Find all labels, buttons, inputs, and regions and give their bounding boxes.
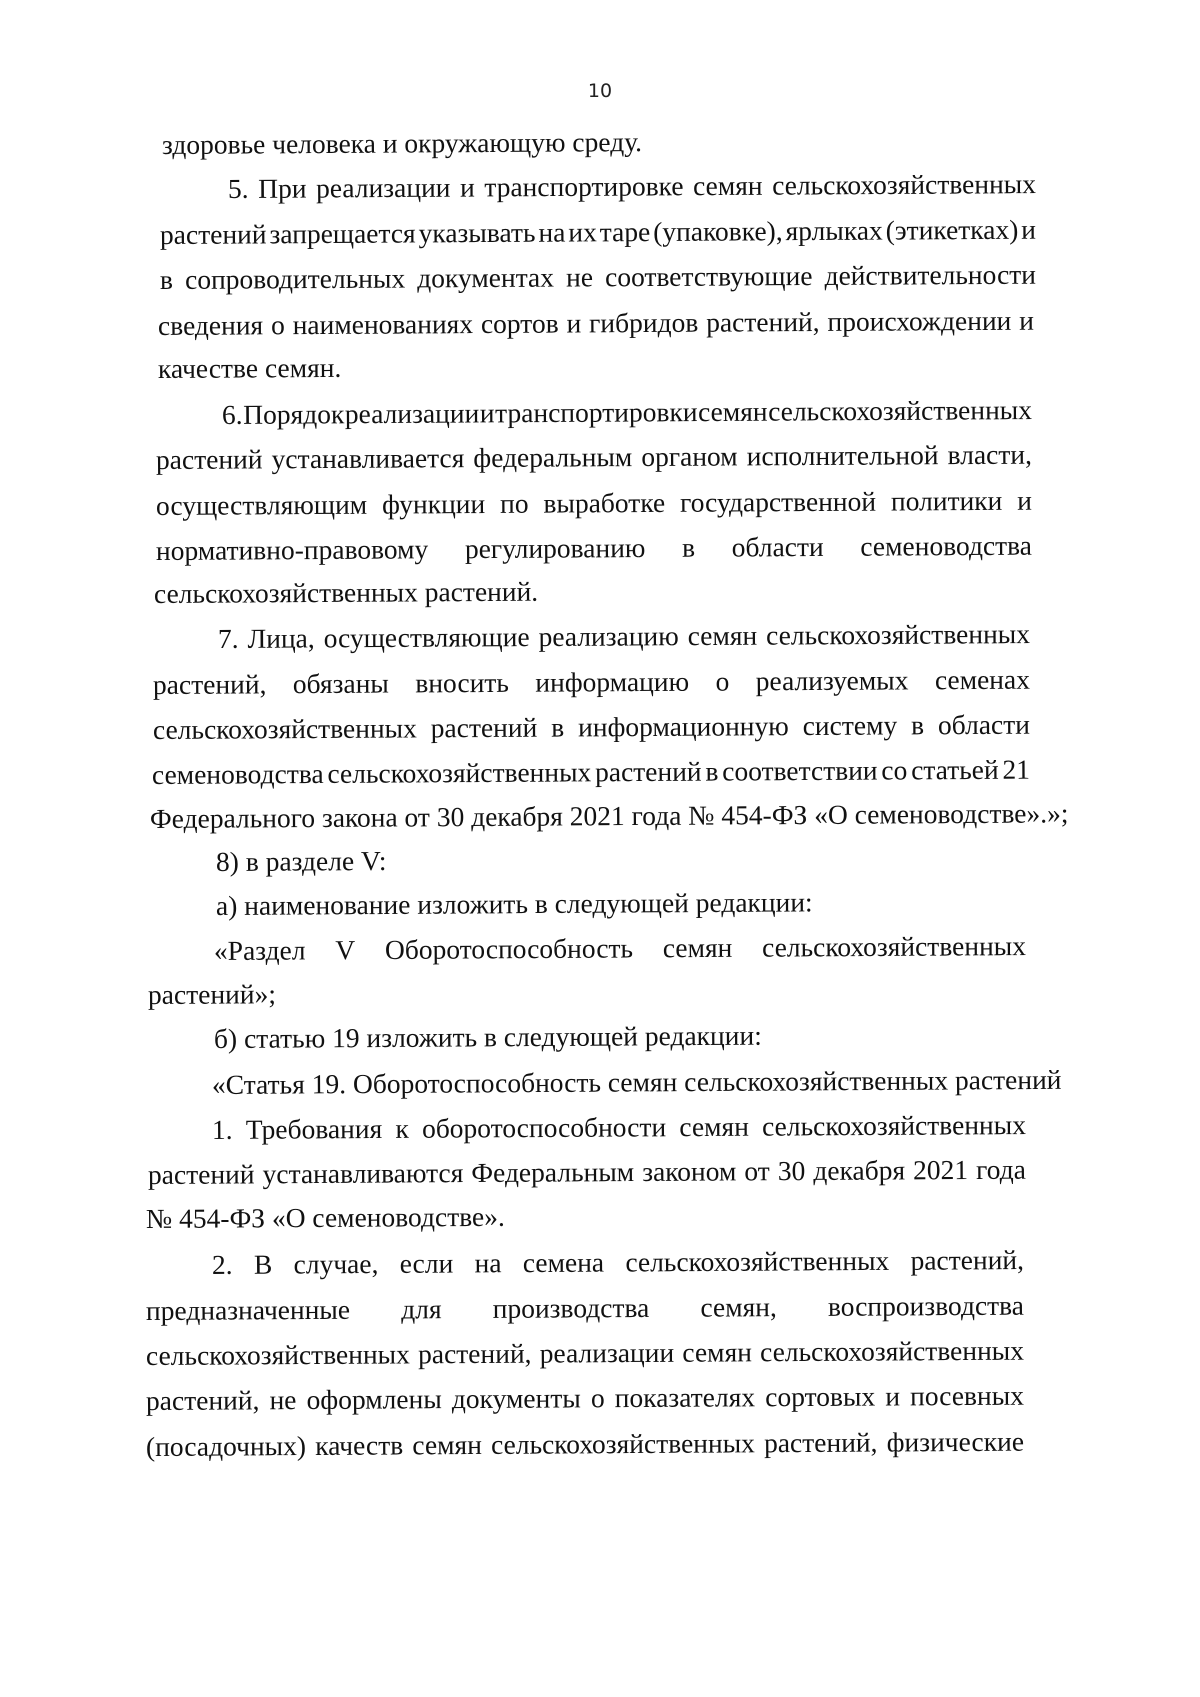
word: федеральным	[473, 441, 633, 474]
word: Федеральным	[471, 1156, 635, 1189]
word: «Раздел	[213, 934, 306, 966]
word: на	[538, 216, 566, 248]
word: В	[253, 1248, 273, 1280]
word: осуществляющие	[323, 621, 530, 654]
word: (упаковке),	[653, 215, 783, 247]
text-line	[222, 393, 1032, 432]
word: Требования	[245, 1112, 383, 1145]
word: статьей	[911, 753, 999, 786]
word: исполнительной	[746, 439, 939, 472]
word: не	[565, 261, 594, 293]
word: растений	[430, 711, 538, 744]
word: семян	[679, 1110, 749, 1143]
word: в	[159, 263, 174, 295]
word: семян	[412, 1428, 482, 1461]
word: семеноводства	[860, 529, 1033, 562]
word: (посадочных)	[145, 1430, 307, 1462]
text-line	[153, 663, 1030, 702]
word: семян	[687, 619, 758, 652]
word: семян,	[700, 1291, 777, 1323]
text-line	[160, 258, 1036, 297]
text-line: б) статью 19 изложить в следующей редакции:	[213, 1019, 762, 1054]
word: семян	[692, 169, 763, 202]
word: сельскохозяйственных	[760, 1334, 1025, 1368]
word: функции	[381, 487, 486, 520]
word: оформлены	[306, 1383, 442, 1416]
word: указывать	[418, 216, 536, 249]
text-line: а) наименование изложить в следующей редакции:	[215, 886, 813, 921]
word: растений,	[910, 1244, 1025, 1276]
word: и	[1017, 484, 1033, 516]
word: воспроизводства	[827, 1289, 1025, 1322]
word: 21	[1002, 753, 1031, 785]
word: семян	[662, 931, 733, 964]
word: При	[258, 172, 307, 204]
word: устанавливается	[271, 442, 465, 475]
word: сельскохозяйственных	[766, 618, 1031, 651]
text-line: 8) в разделе V:	[215, 844, 387, 877]
text-line: сельскохозяйственных растений.	[153, 575, 539, 609]
word: законом	[642, 1155, 737, 1187]
word: растений,	[706, 305, 820, 338]
word: если	[399, 1247, 454, 1279]
word: 2021	[912, 1153, 969, 1186]
page-number: 10	[587, 80, 613, 102]
word: информацию	[535, 665, 690, 698]
text-line	[148, 1153, 1026, 1192]
text-line	[146, 1334, 1024, 1373]
text-line: качестве семян.	[157, 351, 342, 384]
word: оборотоспособности	[421, 1111, 667, 1144]
word: качеств	[315, 1429, 404, 1461]
word: в	[681, 531, 696, 563]
text-line: № 454-ФЗ «О семеноводстве».	[145, 1200, 505, 1234]
word: 2.	[211, 1248, 233, 1280]
word: производства	[492, 1291, 650, 1324]
word: о	[270, 309, 285, 341]
word: сельскохозяйственных	[625, 1244, 890, 1278]
word: реализуемых	[755, 664, 909, 697]
word: и	[1021, 213, 1037, 245]
word: власти,	[947, 438, 1033, 471]
word: сельскохозяйственных	[762, 930, 1027, 963]
word: растений	[147, 1158, 255, 1190]
word: документах	[417, 261, 555, 294]
word: области	[937, 708, 1031, 741]
word: сельскохозяйственных	[327, 756, 592, 789]
word: нормативно-правовому	[155, 533, 429, 566]
word: посевных	[909, 1379, 1025, 1412]
word: сопроводительных	[184, 262, 406, 295]
text-line	[212, 1243, 1024, 1282]
text-line: здоровье человека и окружающую среду.	[161, 126, 643, 160]
word: реализации	[315, 171, 451, 204]
word: со	[881, 754, 908, 786]
word: в	[910, 709, 925, 741]
word: их	[568, 216, 597, 248]
text-line	[153, 708, 1030, 747]
word: V	[335, 934, 356, 966]
word: устанавливаются	[262, 1157, 464, 1190]
word: семян	[697, 395, 768, 428]
word: и	[479, 397, 495, 429]
word: сортов	[480, 307, 559, 340]
word: декабря	[813, 1154, 906, 1186]
word: Оборотоспособность	[384, 932, 634, 965]
word: гибридов	[589, 306, 699, 339]
word: сельскохозяйственных	[761, 1109, 1027, 1142]
word: государственной	[679, 485, 877, 518]
word: от	[744, 1155, 770, 1187]
word: семеноводства	[151, 757, 324, 790]
word: 6.	[221, 398, 243, 430]
word: реализации	[344, 397, 480, 430]
word: и	[885, 1380, 901, 1412]
word: информационную	[578, 710, 789, 743]
word: для	[401, 1293, 442, 1325]
word: о	[715, 665, 730, 697]
word: систему	[802, 709, 898, 742]
word: по	[499, 487, 529, 519]
word: выработке	[543, 486, 666, 519]
word: органом	[641, 440, 738, 473]
word: физические	[886, 1425, 1025, 1458]
word: наименованиях	[292, 308, 474, 341]
word: растений,	[152, 668, 267, 700]
word: реализацию	[538, 620, 679, 653]
word: 30	[777, 1154, 806, 1187]
word: ярлыках	[785, 214, 883, 247]
word: к	[395, 1112, 409, 1144]
word: запрещается	[269, 217, 416, 250]
word: области	[731, 530, 824, 563]
word: действительности	[824, 258, 1037, 291]
text-line	[156, 438, 1032, 477]
word: о	[590, 1382, 605, 1414]
text-line: «Статья 19. Оборотоспособность семян сельскохозяйственных растений	[211, 1063, 1062, 1100]
word: (этикетках)	[885, 213, 1019, 246]
word: сортовых	[765, 1380, 876, 1413]
word: в	[705, 755, 719, 787]
word: 1.	[211, 1113, 233, 1145]
word: растений	[159, 218, 267, 250]
text-line	[218, 617, 1030, 656]
word: Порядок	[243, 398, 345, 430]
text-line	[146, 1425, 1024, 1464]
word: сельскохозяйственных	[772, 168, 1037, 201]
text-line	[160, 213, 1036, 252]
word: сельскохозяйственных	[768, 394, 1033, 427]
word: растений	[155, 443, 263, 475]
text-line	[156, 529, 1032, 568]
word: документы	[451, 1382, 581, 1415]
word: растений	[594, 755, 702, 788]
word: реализации	[539, 1336, 675, 1369]
text-line	[146, 1289, 1024, 1328]
word: растений,	[417, 1337, 532, 1370]
word: происхождении	[827, 304, 1012, 337]
text-line: растений»;	[147, 978, 277, 1010]
word: случае,	[293, 1247, 379, 1280]
word: соответствии	[722, 754, 878, 787]
word: вносить	[415, 666, 510, 699]
text-line	[212, 1108, 1026, 1147]
text-line: Федерального закона от 30 декабря 2021 года № 454-ФЗ «О семеноводстве».»;	[149, 797, 1069, 834]
word: и	[459, 171, 475, 203]
word: не	[269, 1384, 297, 1416]
text-line	[158, 304, 1034, 343]
text-line	[152, 753, 1030, 792]
word: 5.	[227, 172, 249, 204]
word: 7.	[217, 622, 239, 654]
word: показателях	[614, 1381, 756, 1414]
word: Лица,	[247, 622, 315, 654]
word: в	[551, 711, 565, 743]
word: транспортировке	[484, 170, 684, 203]
word: таре	[599, 216, 651, 248]
word: семян	[682, 1336, 752, 1368]
word: обязаны	[292, 667, 389, 700]
word: и	[1019, 304, 1035, 336]
text-line	[214, 929, 1026, 968]
word: растений,	[763, 1426, 878, 1459]
word: и	[566, 307, 582, 339]
word: транспортировки	[495, 396, 698, 429]
word: сельскохозяйственных	[145, 1338, 410, 1371]
word: сельскохозяйственных	[490, 1427, 755, 1460]
text-line	[146, 1379, 1024, 1418]
word: семена	[522, 1246, 605, 1279]
word: регулированию	[464, 532, 646, 565]
word: политики	[890, 484, 1003, 517]
word: сельскохозяйственных	[152, 712, 417, 745]
text-line	[156, 484, 1032, 523]
word: растений,	[145, 1384, 260, 1416]
word: семенах	[934, 663, 1031, 696]
word: сведения	[157, 309, 264, 341]
word: предназначенные	[145, 1293, 351, 1326]
text-line	[228, 167, 1036, 206]
word: соответствующие	[604, 260, 813, 293]
word: на	[474, 1247, 502, 1279]
word: года	[976, 1153, 1026, 1185]
word: осуществляющим	[155, 488, 368, 521]
